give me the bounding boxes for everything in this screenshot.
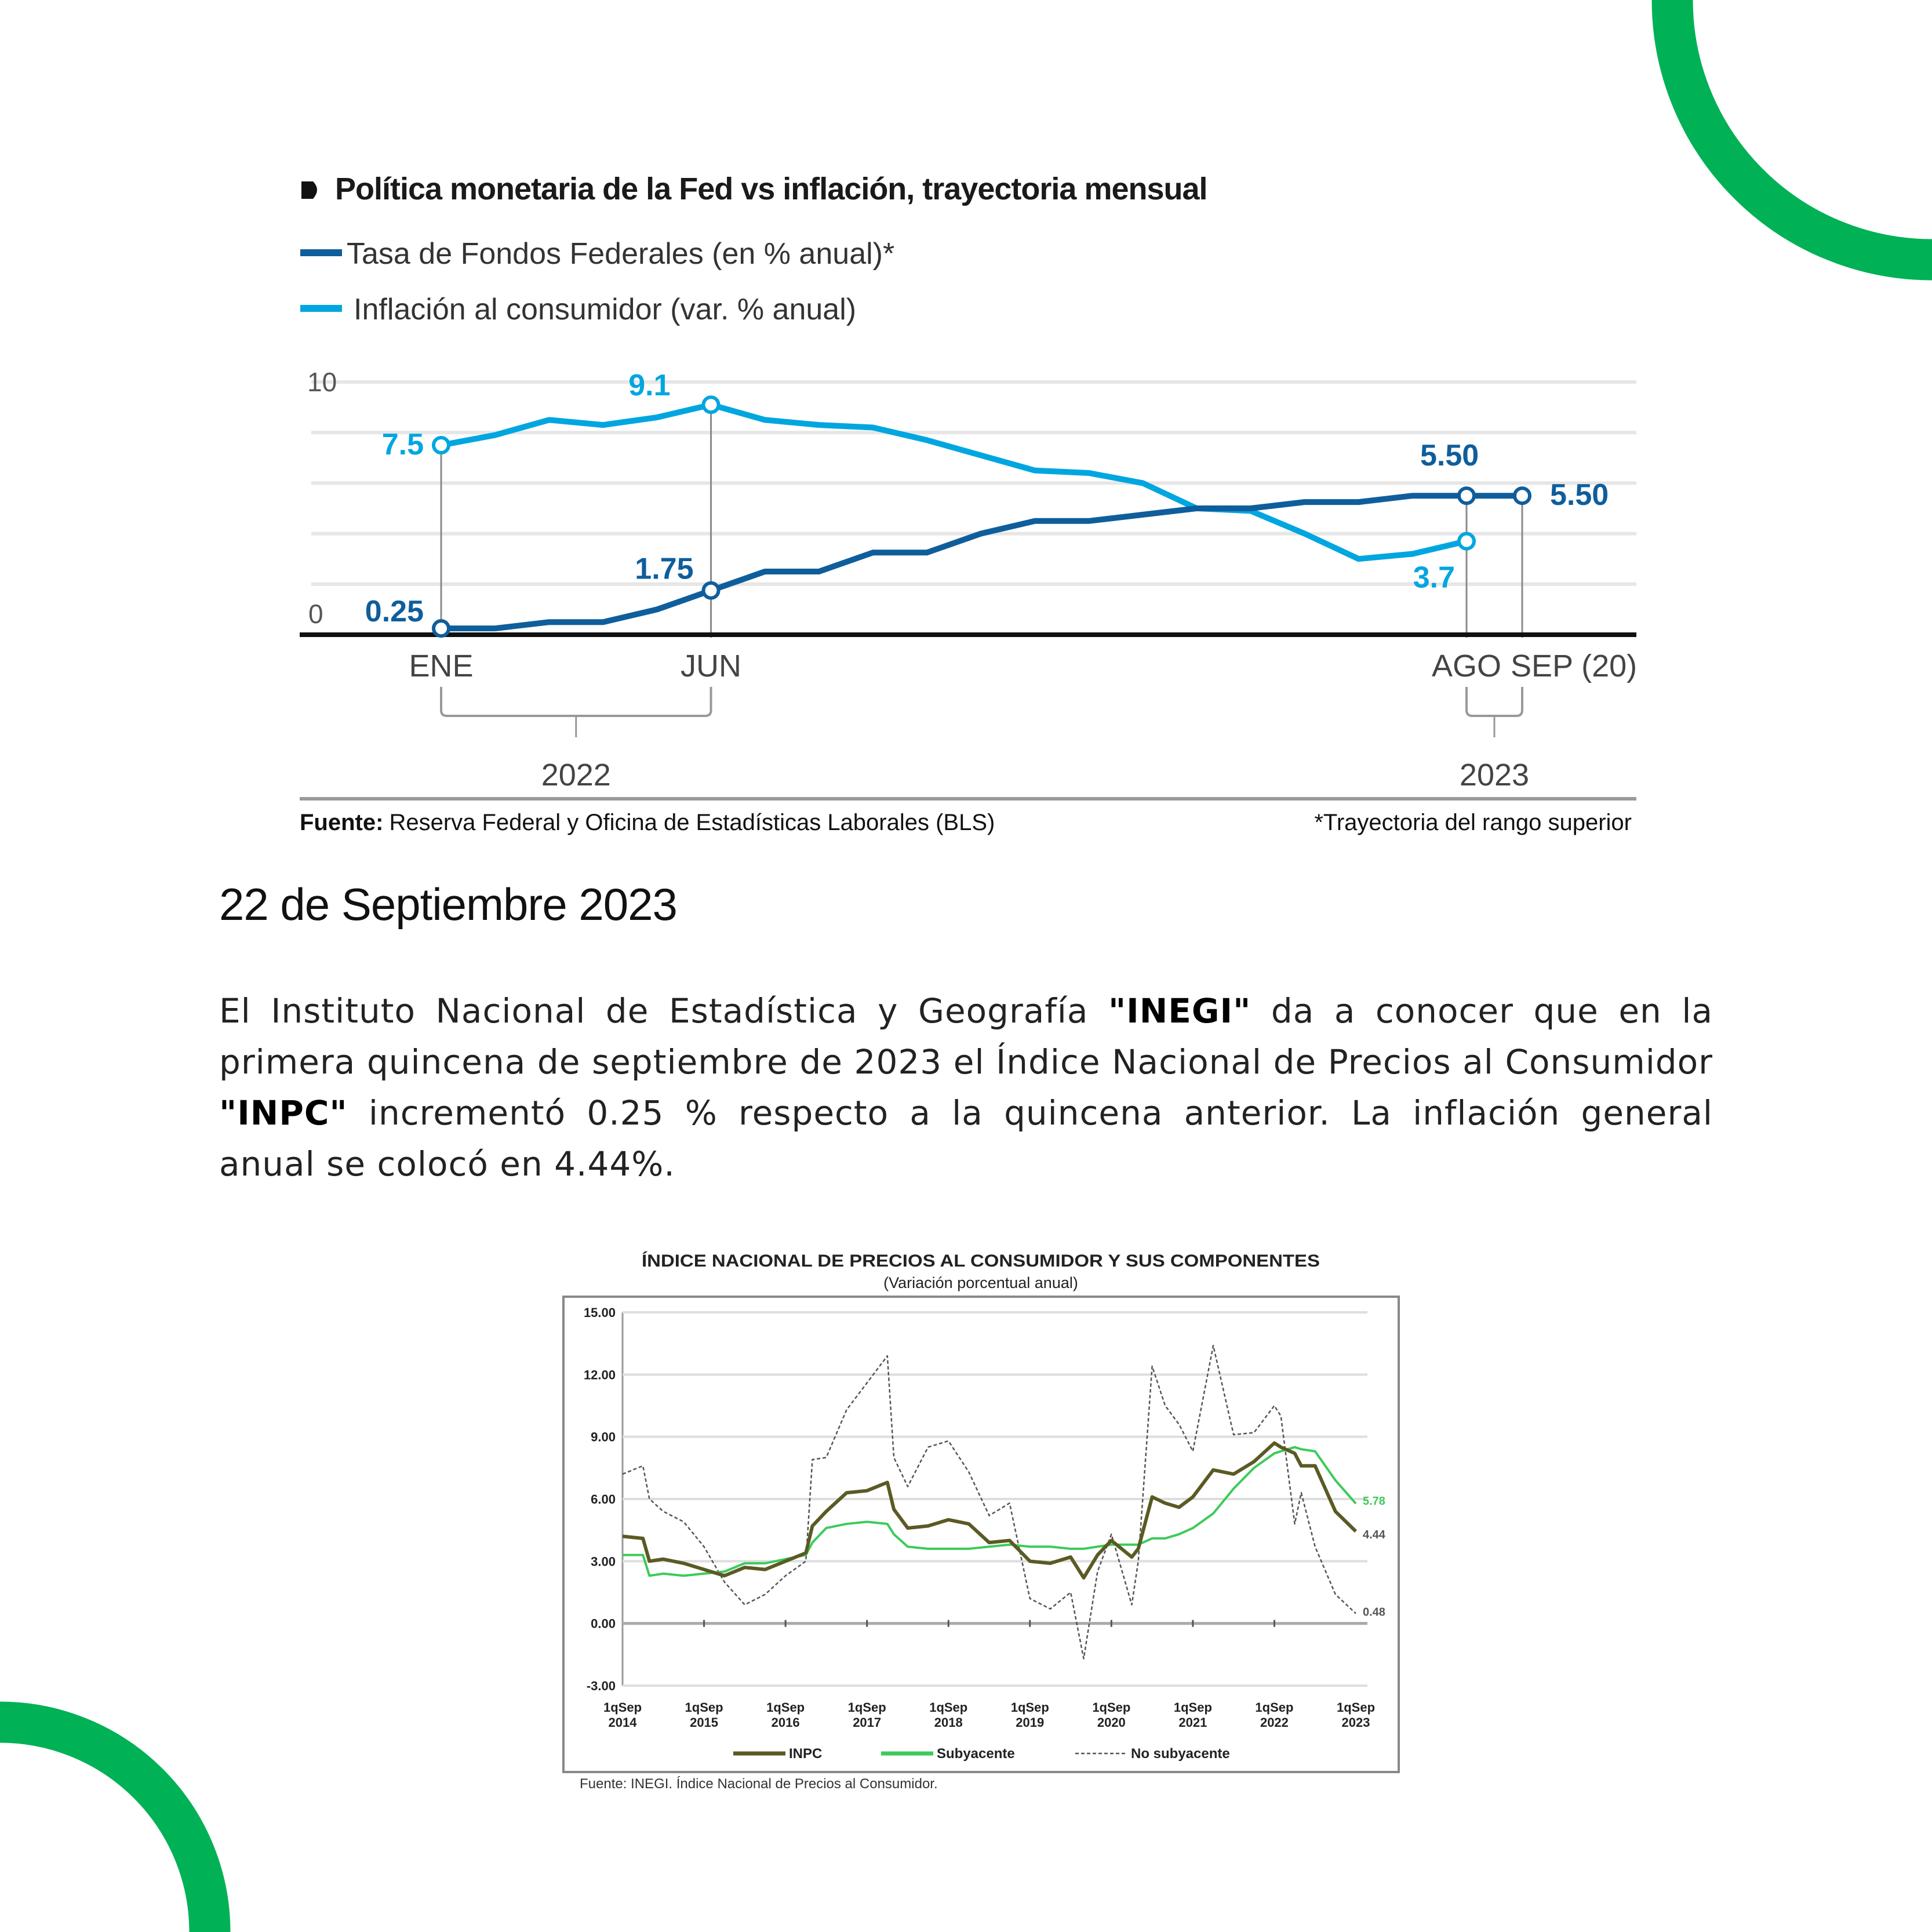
chart1-gridlines [311, 382, 1636, 584]
y-tick-label: 0.00 [591, 1616, 616, 1631]
x-tick-label: 1qSep [766, 1700, 805, 1715]
y-tick-label: 9.00 [591, 1429, 616, 1445]
x-tick-label: 2016 [771, 1715, 800, 1730]
data-point-marker [704, 583, 719, 598]
data-point-marker [704, 397, 719, 412]
x-axis-month-label: SEP (20) [1511, 649, 1638, 683]
y-tick-label: 15.00 [583, 1305, 616, 1320]
x-tick-label: 1qSep [1173, 1700, 1212, 1715]
series-line-fed-rate [441, 496, 1522, 628]
source-text: Reserva Federal y Oficina de Estadísticas Laborales (BLS) [389, 810, 995, 835]
data-label: 3.7 [1413, 561, 1455, 595]
x-tick-label: 1qSep [847, 1700, 886, 1715]
x-tick-label: 2020 [1097, 1715, 1126, 1730]
x-axis-month-label: JUN [681, 649, 742, 683]
y-tick-label: 0 [308, 599, 323, 629]
chart1-guide-lines [441, 405, 1522, 638]
x-axis-year-label: 2023 [1459, 758, 1530, 792]
data-point-marker [434, 621, 449, 636]
chart1-annotations [365, 369, 1609, 636]
x-tick-label: 1qSep [685, 1700, 723, 1715]
legend-label: INPC [789, 1746, 823, 1762]
chart2-subtitle: (Variación porcentual anual) [883, 1274, 1078, 1291]
chart2-legend [733, 1746, 1230, 1762]
chart1-y-ticks [307, 367, 337, 629]
year-bracket [441, 687, 711, 716]
x-tick-label: 2021 [1178, 1715, 1207, 1730]
data-point-marker [1515, 488, 1530, 503]
data-label: 0.25 [365, 595, 424, 629]
data-label: 5.50 [1420, 439, 1479, 473]
decorative-arc-bottom-left [0, 1681, 251, 1932]
series-end-label: 4.44 [1363, 1528, 1385, 1541]
x-tick-label: 2018 [934, 1715, 963, 1730]
chart2-title: ÍNDICE NACIONAL DE PRECIOS AL CONSUMIDOR Y SUS COMPONENTES [642, 1251, 1260, 1271]
x-tick-label: 1qSep [1092, 1700, 1131, 1715]
x-tick-label: 2019 [1016, 1715, 1045, 1730]
data-label: 1.75 [635, 552, 694, 586]
paragraph-inpc: "INPC" [219, 1093, 348, 1133]
data-label: 5.50 [1550, 478, 1609, 512]
chart1-source-label [300, 810, 995, 835]
chart2-source: Fuente: INEGI. Índice Nacional de Precios al Consumidor. [580, 1776, 938, 1792]
x-axis-month-label: AGO [1431, 649, 1502, 683]
x-tick-label: 2014 [608, 1715, 637, 1730]
y-tick-label: 10 [307, 367, 337, 397]
x-tick-label: 1qSep [1336, 1700, 1376, 1715]
legend-swatch-fed-rate [300, 249, 342, 256]
y-tick-label: 12.00 [583, 1367, 616, 1382]
x-tick-label: 1qSep [929, 1700, 968, 1715]
chart1-series [441, 405, 1522, 628]
legend-label: No subyacente [1131, 1746, 1230, 1762]
paragraph-text: El Instituto Nacional de Estadística y Geografía [219, 991, 1108, 1031]
x-tick-label: 1qSep [1010, 1700, 1049, 1715]
x-tick-label: 1qSep [1255, 1700, 1294, 1715]
legend-label-cpi: Inflación al consumidor (var. % anual) [354, 293, 857, 326]
source-label: Fuente: [300, 810, 384, 835]
paragraph-text: da a conocer que en la primera quincena de septiembre de 2023 el Índice Nacional de Precios al Consumidor [219, 991, 1713, 1082]
title-bullet-icon [301, 181, 317, 199]
paragraph-inegi: "INEGI" [1108, 991, 1251, 1031]
chart1-title: Política monetaria de la Fed vs inflación, trayectoria mensual [335, 172, 1207, 206]
article-paragraph [219, 985, 1713, 1189]
legend-swatch-cpi [300, 305, 342, 312]
data-point-marker [1459, 488, 1474, 503]
inpc-components-chart [522, 1235, 1414, 1803]
article-date: 22 de Septiembre 2023 [219, 879, 677, 930]
y-tick-label: -3.00 [586, 1679, 616, 1693]
x-tick-label: 1qSep [603, 1700, 642, 1715]
chart1-x-labels [409, 649, 1637, 792]
legend-label-fed-rate: Tasa de Fondos Federales (en % anual)* [347, 237, 895, 271]
data-label: 7.5 [381, 428, 424, 461]
x-tick-label: 2017 [853, 1715, 882, 1730]
y-tick-label: 3.00 [591, 1554, 616, 1569]
y-tick-label: 6.00 [591, 1492, 616, 1507]
paragraph-text: incrementó 0.25 % respecto a la quincena anterior. La inflación general anual se colocó en 4.44%. [219, 1093, 1713, 1184]
data-point-marker [1459, 534, 1474, 549]
x-tick-label: 2015 [690, 1715, 719, 1730]
data-label: 9.1 [628, 369, 671, 403]
legend-label: Subyacente [937, 1746, 1015, 1762]
series-end-label: 0.48 [1363, 1606, 1385, 1619]
x-axis-month-label: ENE [409, 649, 474, 683]
data-point-marker [434, 438, 449, 453]
x-axis-year-label: 2022 [541, 758, 611, 792]
chart1-footnote: *Trayectoria del rango superior [1314, 810, 1632, 835]
fed-vs-inflation-chart [278, 157, 1669, 852]
series-end-label: 5.78 [1363, 1494, 1385, 1508]
year-bracket [1467, 687, 1522, 716]
chart1-header [300, 172, 1207, 326]
x-tick-label: 2023 [1341, 1715, 1370, 1730]
x-tick-label: 2022 [1260, 1715, 1289, 1730]
